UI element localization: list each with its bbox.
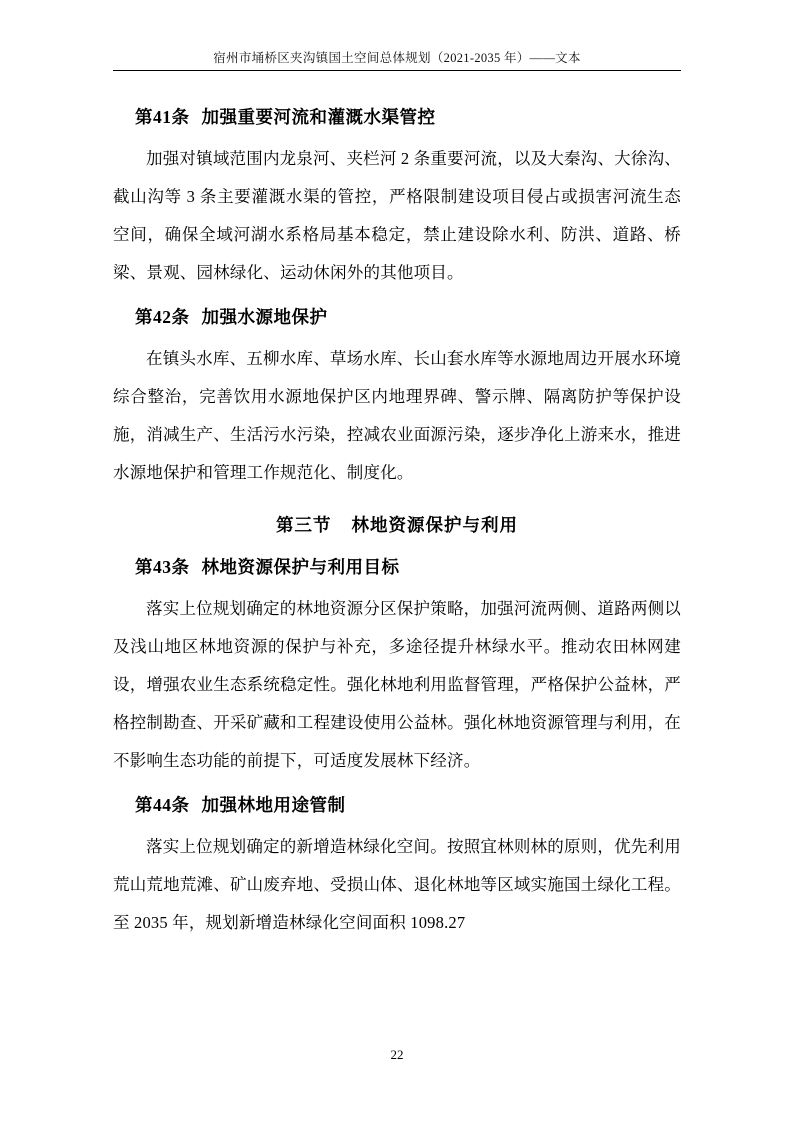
article-number-41: 第41条 xyxy=(135,107,190,127)
article-heading-42 xyxy=(113,300,681,334)
article-paragraph-42: 在镇头水库、五柳水库、草场水库、长山套水库等水源地周边开展水环境综合整治，完善饮用水源地保护区内地理界碑、警示牌、隔离防护等保护设施，消减生产、生活污水污染，控减农业面源污染，逐步净化上游来水，推进水源地保护和管理工作规范化、制度化。 xyxy=(113,349,681,482)
section-title-3: 林地资源保护与利用 xyxy=(351,515,518,535)
section-heading-3 xyxy=(113,508,681,542)
article-paragraph-43: 落实上位规划确定的林地资源分区保护策略，加强河流两侧、道路两侧以及浅山地区林地资源的保护与补充，多途径提升林绿水平。推动农田林网建设，增强农业生态系统稳定性。强化林地利用监督管理，严格保护公益林，严格控制勘查、开采矿藏和工程建设使用公益林。强化林地资源管理与利用，在不影响生态功能的前提下，可适度发展林下经济。 xyxy=(113,599,681,770)
article-paragraph-41: 加强对镇域范围内龙泉河、夹栏河 2 条重要河流，以及大秦沟、大徐沟、截山沟等 3 条主要灌溉水渠的管控，严格限制建设项目侵占或损害河流生态空间，确保全域河湖水系格局基本稳定，禁止建设除水利、防洪、道路、桥梁、景观、园林绿化、运动休闲外的其他项目。 xyxy=(113,149,681,282)
article-block-44 xyxy=(113,788,681,942)
page-content xyxy=(113,100,681,950)
article-title-41: 加强重要河流和灌溉水渠管控 xyxy=(201,107,436,127)
article-title-42: 加强水源地保护 xyxy=(201,307,328,327)
article-block-43 xyxy=(113,550,681,780)
header-divider xyxy=(113,70,681,71)
article-block-41 xyxy=(113,100,681,292)
article-number-42: 第42条 xyxy=(135,307,190,327)
section-number-3: 第三节 xyxy=(276,515,332,535)
article-title-43: 林地资源保护与利用目标 xyxy=(201,557,400,577)
article-heading-44 xyxy=(113,788,681,822)
section-block-3 xyxy=(113,508,681,542)
article-number-44: 第44条 xyxy=(135,795,190,815)
article-paragraph-44: 落实上位规划确定的新增造林绿化空间。按照宜林则林的原则，优先利用荒山荒地荒滩、矿山废弃地、受损山体、退化林地等区域实施国土绿化工程。至 2035 年，规划新增造林绿化空间面积 1098.27 xyxy=(113,837,681,932)
article-heading-41 xyxy=(113,100,681,134)
article-number-43: 第43条 xyxy=(135,557,190,577)
page-number: 22 xyxy=(390,1047,404,1062)
article-heading-43 xyxy=(113,550,681,584)
article-block-42 xyxy=(113,300,681,492)
article-title-44: 加强林地用途管制 xyxy=(201,795,346,815)
running-header: 宿州市埇桥区夹沟镇国土空间总体规划（2021-2035 年）——文本 xyxy=(213,51,581,65)
